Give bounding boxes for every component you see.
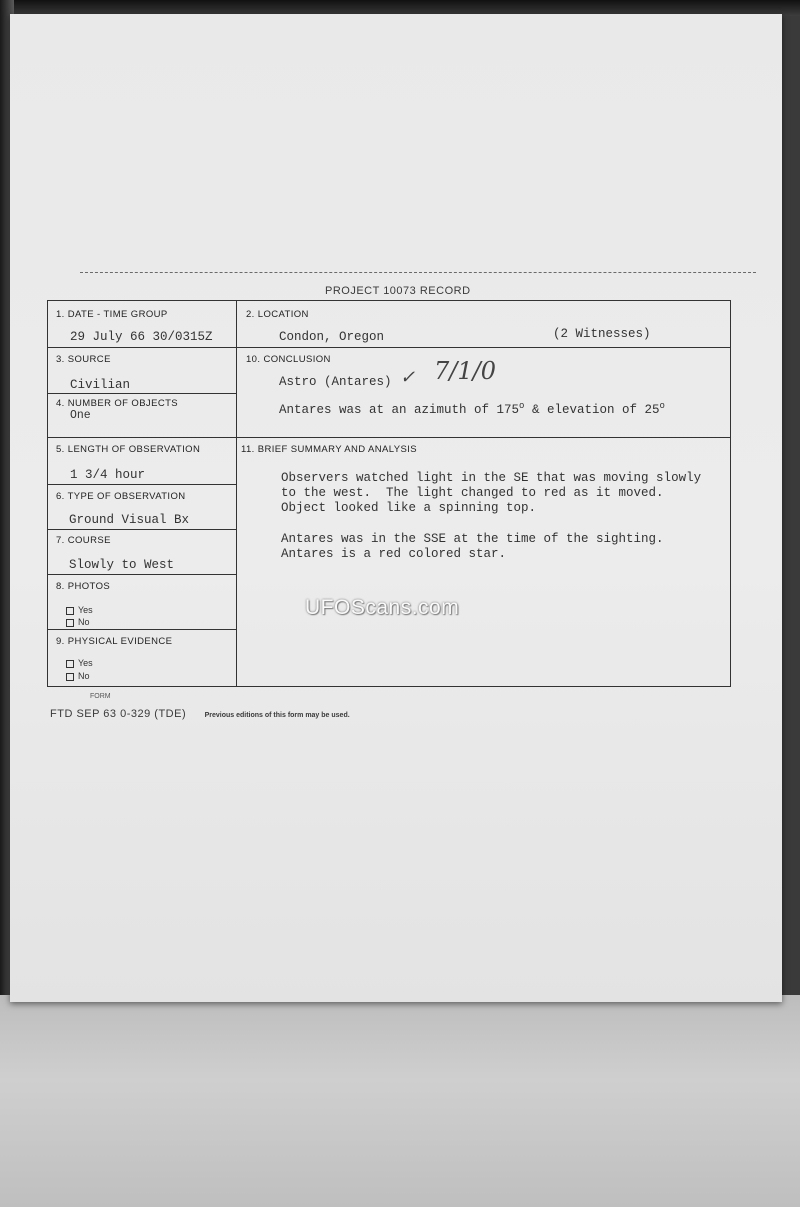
photos-no-option: No bbox=[66, 617, 90, 627]
summary-label: 11. BRIEF SUMMARY AND ANALYSIS bbox=[241, 444, 418, 455]
date-time-label: 1. DATE - TIME GROUP bbox=[56, 309, 168, 320]
physical-no-option: No bbox=[66, 671, 90, 681]
photos-yes-option: Yes bbox=[66, 605, 93, 615]
watermark: UFOScans.com bbox=[305, 596, 460, 619]
number-objects-label: 4. NUMBER OF OBJECTS bbox=[56, 398, 179, 409]
number-objects-value: One bbox=[70, 409, 91, 422]
handwritten-initials: 7/1/0 bbox=[434, 357, 496, 385]
row-divider bbox=[48, 437, 731, 438]
photos-label: 8. PHOTOS bbox=[56, 581, 111, 592]
checkbox-icon bbox=[66, 607, 74, 615]
checkbox-icon bbox=[66, 673, 74, 681]
location-value: Condon, Oregon bbox=[279, 330, 385, 344]
row-divider bbox=[48, 574, 236, 575]
form-title: PROJECT 10073 RECORD bbox=[325, 285, 471, 297]
physical-yes-option: Yes bbox=[66, 658, 93, 668]
form-caption: FORM bbox=[90, 693, 111, 700]
top-dashed-rule bbox=[80, 272, 756, 273]
conclusion-label: 10. CONCLUSION bbox=[246, 354, 331, 365]
source-label: 3. SOURCE bbox=[56, 354, 111, 365]
row-divider bbox=[48, 393, 236, 394]
type-observation-value: Ground Visual Bx bbox=[69, 513, 190, 527]
physical-evidence-label: 9. PHYSICAL EVIDENCE bbox=[56, 636, 173, 647]
form-note: Previous editions of this form may be used. bbox=[204, 712, 350, 719]
type-observation-label: 6. TYPE OF OBSERVATION bbox=[56, 491, 186, 502]
location-label: 2. LOCATION bbox=[246, 309, 309, 320]
column-divider bbox=[236, 301, 237, 686]
record-form bbox=[47, 300, 731, 687]
summary-paragraph-1: Observers watched light in the SE that was moving slowly to the west. The light changed to red as it moved. Object looked like a spinning top. bbox=[281, 471, 702, 515]
row-divider bbox=[48, 629, 236, 630]
course-label: 7. COURSE bbox=[56, 535, 111, 546]
row-divider bbox=[48, 347, 731, 348]
length-observation-label: 5. LENGTH OF OBSERVATION bbox=[56, 444, 201, 455]
course-value: Slowly to West bbox=[69, 558, 175, 572]
date-time-value: 29 July 66 30/0315Z bbox=[70, 330, 213, 344]
conclusion-value: Astro (Antares) bbox=[279, 375, 392, 389]
scan-backdrop bbox=[0, 995, 800, 1207]
row-divider bbox=[48, 484, 236, 485]
conclusion-note: Antares was at an azimuth of 175$^o$ & elevation of 25$^o$ bbox=[279, 401, 665, 417]
form-footer bbox=[50, 704, 350, 722]
witnesses-value: (2 Witnesses) bbox=[553, 327, 651, 341]
source-value: Civilian bbox=[70, 378, 131, 392]
checkbox-icon bbox=[66, 660, 74, 668]
form-code: FTD SEP 63 0-329 (TDE) bbox=[50, 708, 187, 720]
summary-paragraph-2: Antares was in the SSE at the time of the sighting. Antares is a red colored star. bbox=[281, 532, 664, 561]
row-divider bbox=[48, 529, 236, 530]
length-observation-value: 1 3/4 hour bbox=[70, 468, 146, 482]
checkbox-icon bbox=[66, 619, 74, 627]
check-mark: ✓ bbox=[400, 367, 416, 388]
